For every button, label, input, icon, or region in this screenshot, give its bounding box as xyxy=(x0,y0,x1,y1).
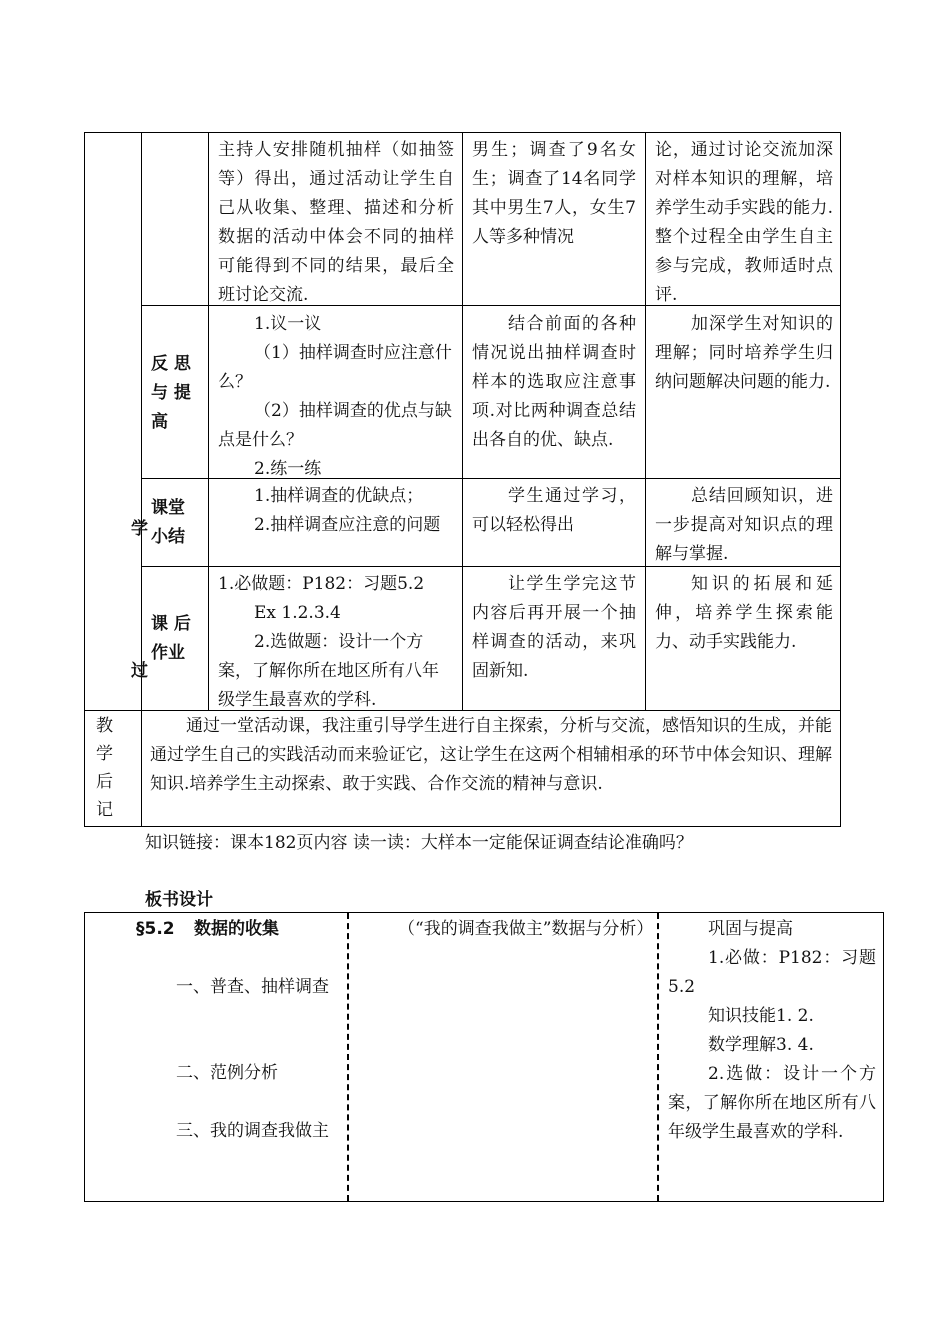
board-item-3: 三、我的调查我做主 xyxy=(176,1121,329,1141)
afterword-label xyxy=(96,712,126,824)
row3-line1: 1.抽样调查的优缺点； xyxy=(254,486,424,506)
row4-line3: 2.选做题：设计一个方案，了解你所在地区所有八年级学生最喜欢的学科. xyxy=(218,632,439,710)
row4-line1: 1.必做题：P182：习题5.2 xyxy=(218,574,425,594)
board-item-2: 二、范例分析 xyxy=(176,1063,278,1083)
row4-content xyxy=(218,570,454,715)
board-c3-line2: 1.必做：P182：习题5.2 xyxy=(668,948,876,997)
row2-label: 反 思 与 提 高 xyxy=(151,354,191,432)
row4-student: 让学生学完这节内容后再开展一个抽样调查的活动，来巩固新知. xyxy=(472,574,636,681)
row1-content: 主持人安排随机抽样（如抽签等）得出，通过活动让学生自己从收集、整理、描述和分析数据的活动中体会不同的抽样可能得到不同的结果，最后全班讨论交流. xyxy=(218,140,454,305)
knowledge-link: 知识链接：课本182页内容 读一读：大样本一定能保证调查结论准确吗？ xyxy=(145,833,693,853)
row2-student: 结合前面的各种情况说出抽样调查时样本的选取应注意事项.对比两种调查总结出各自的优、缺点. xyxy=(472,314,636,450)
row4-line2: Ex 1.2.3.4 xyxy=(254,603,341,623)
afterword-char-4: 记 xyxy=(96,800,113,820)
board-c3-line4: 数学理解3. 4. xyxy=(708,1035,814,1055)
board-section-title: 数据的收集 xyxy=(194,919,280,939)
board-heading: 板书设计 xyxy=(145,890,213,910)
board-item-1: 一、普查、抽样调查 xyxy=(176,977,329,997)
row2-content xyxy=(218,310,454,484)
row2-line2: （1）抽样调查时应注意什么？ xyxy=(218,343,452,392)
side-char-xue: 学 xyxy=(131,519,148,539)
board-c3-line1: 巩固与提高 xyxy=(708,919,793,939)
row2-line4: 2.练一练 xyxy=(254,459,322,479)
side-char-guo: 过 xyxy=(131,661,148,681)
row3-intent: 总结回顾知识，进一步提高对知识点的理解与掌握. xyxy=(655,486,833,564)
board-consolidation xyxy=(668,915,876,1147)
board-c3-line3: 知识技能1. 2. xyxy=(708,1006,814,1026)
row2-intent: 加深学生对知识的理解；同时培养学生归纳问题解决问题的能力. xyxy=(655,314,833,392)
board-analysis: （“我的调查我做主”数据与分析） xyxy=(398,919,654,939)
board-section-number: §5.2 xyxy=(136,919,175,939)
afterword-text: 通过一堂活动课，我注重引导学生进行自主探索，分析与交流，感悟知识的生成，并能通过学生自己的实践活动而来验证它，这让学生在这两个相辅相承的环节中体会知识、理解知识.培养学生主动探索、敢于实践、合作交流的精神与意识. xyxy=(150,716,832,794)
afterword-char-1: 教 xyxy=(96,716,113,736)
board-title xyxy=(136,915,346,944)
row4-label: 课 后 作业 xyxy=(151,614,191,663)
row3-label: 课堂 小结 xyxy=(151,498,185,547)
row2-line1: 1.议一议 xyxy=(254,314,322,334)
row2-line3: （2）抽样调查的优点与缺点是什么？ xyxy=(218,401,452,450)
row3-content xyxy=(218,482,454,540)
row4-intent: 知识的拓展和延伸，培养学生探索能力、动手实践能力. xyxy=(655,574,833,652)
afterword-char-2: 学 xyxy=(96,744,113,764)
row3-student: 学生通过学习，可以轻松得出 xyxy=(472,486,636,535)
afterword-char-3: 后 xyxy=(96,772,113,792)
row3-line2: 2.抽样调查应注意的问题 xyxy=(254,515,441,535)
row1-student: 男生；调查了9名女生；调查了14名同学其中男生7人，女生7人等多种情况 xyxy=(472,140,636,247)
board-c3-line5: 2.选做：设计一个方案，了解你所在地区所有八年级学生最喜欢的学科. xyxy=(668,1064,876,1142)
row1-intent: 论，通过讨论交流加深对样本知识的理解，培养学生动手实践的能力.整个过程全由学生自主参与完成，教师适时点评. xyxy=(655,140,833,305)
